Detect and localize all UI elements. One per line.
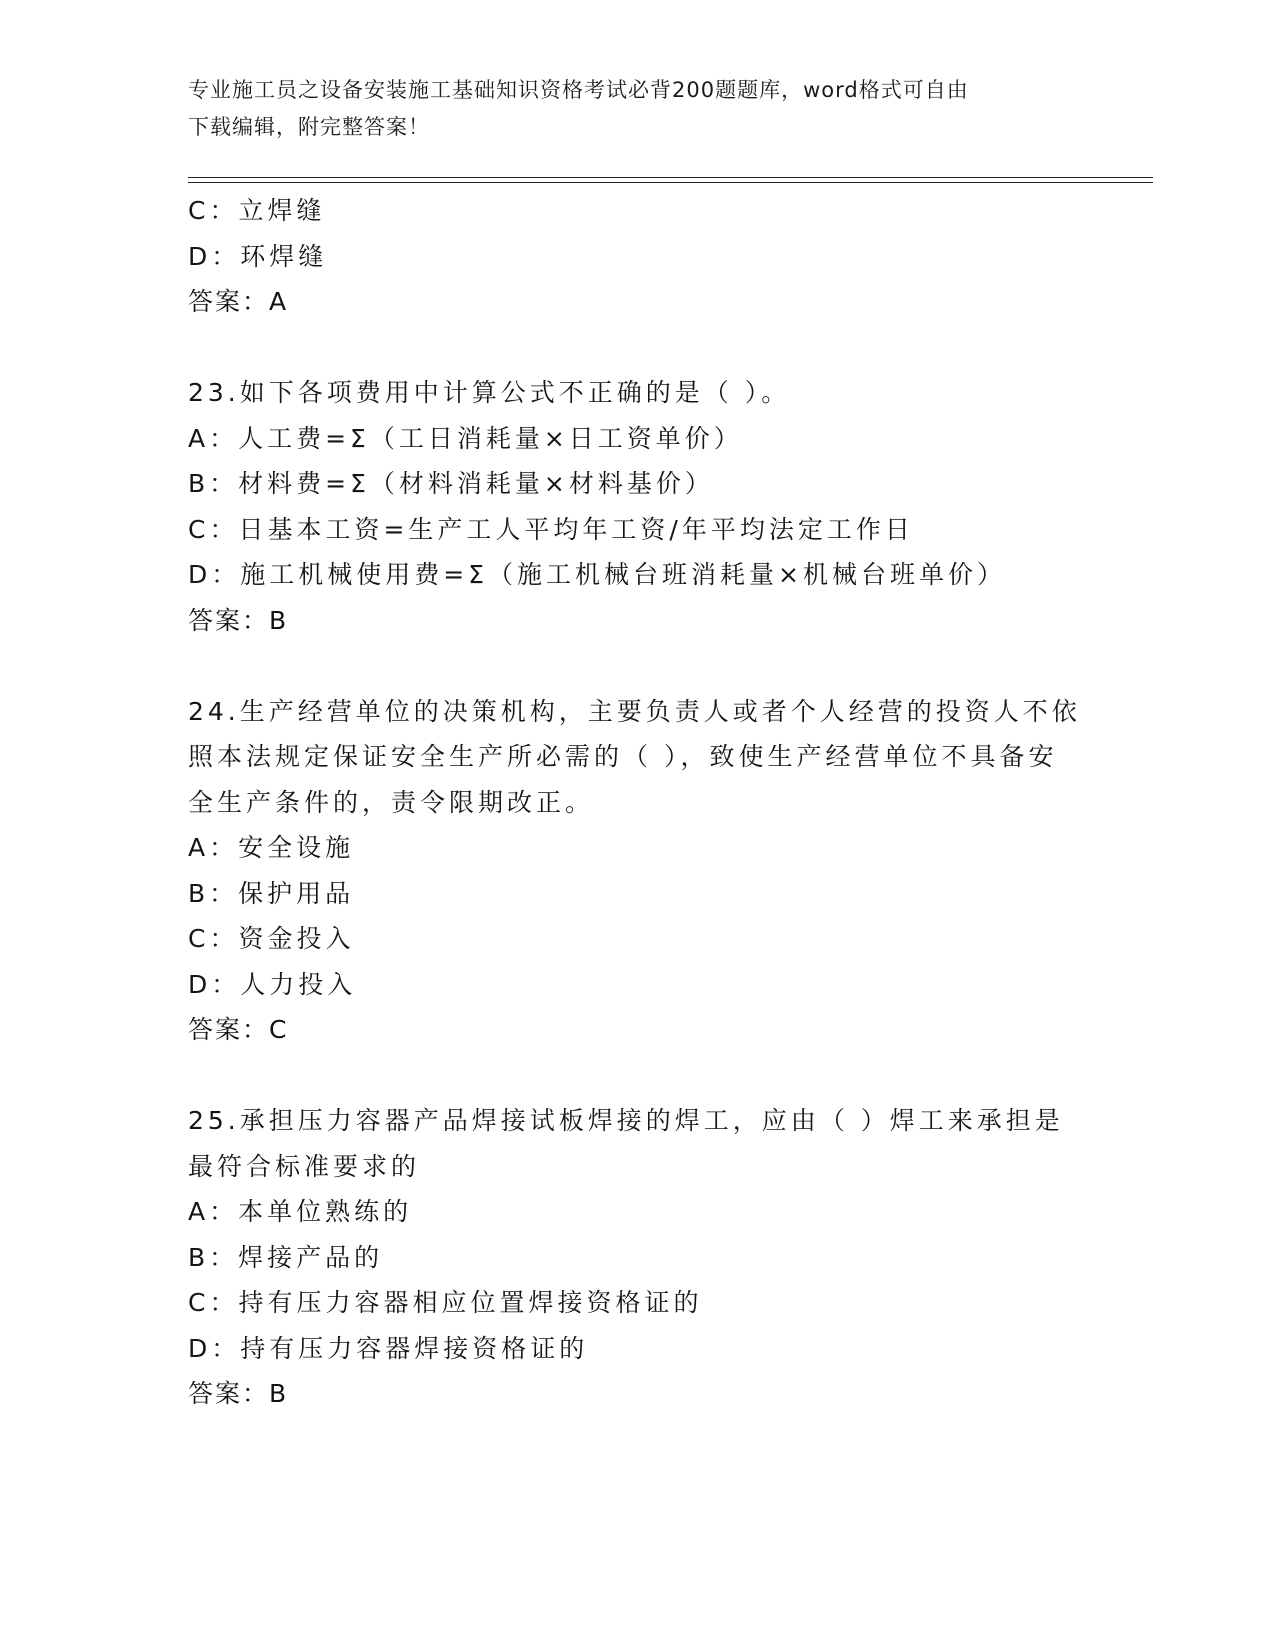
question-text: 全生产条件的，责令限期改正。	[188, 787, 595, 817]
header-line-2: 下载编辑，附完整答案！	[188, 115, 430, 139]
question-list	[188, 188, 1088, 1417]
question-24	[188, 689, 1088, 1053]
option-a: A：本单位熟练的	[188, 1197, 413, 1226]
document-header	[188, 72, 1068, 146]
header-divider-bottom	[188, 182, 1153, 183]
question-text: 23.如下各项费用中计算公式不正确的是（ ）。	[188, 378, 791, 407]
question-22-partial	[188, 188, 1088, 325]
option-c: C：日基本工资=生产工人平均年工资/年平均法定工作日	[188, 514, 914, 544]
option-a: A：安全设施	[188, 833, 355, 862]
question-text: 最符合标准要求的	[188, 1151, 421, 1181]
option-d: D：施工机械使用费=Σ（施工机械台班消耗量×机械台班单价）	[188, 560, 1006, 589]
option-a: A：人工费=Σ（工日消耗量×日工资单价）	[188, 423, 743, 453]
answer: 答案：A	[188, 287, 289, 316]
option-d: D：持有压力容器焊接资格证的	[188, 1333, 589, 1363]
answer: 答案：B	[188, 1379, 289, 1408]
header-divider-top	[188, 177, 1153, 178]
option-c: C：资金投入	[188, 924, 355, 953]
option-c: C：持有压力容器相应位置焊接资格证的	[188, 1288, 703, 1317]
answer: 答案：C	[188, 1015, 289, 1044]
option-b: B：保护用品	[188, 878, 355, 908]
option-d: D：人力投入	[188, 969, 357, 999]
option-b: B：焊接产品的	[188, 1242, 384, 1272]
answer: 答案：B	[188, 605, 289, 635]
header-line-1: 专业施工员之设备安装施工基础知识资格考试必背200题题库，word格式可自由	[188, 78, 969, 102]
question-23	[188, 370, 1088, 643]
option-b: B：材料费=Σ（材料消耗量×材料基价）	[188, 469, 714, 498]
question-text: 24.生产经营单位的决策机构，主要负责人或者个人经营的投资人不依	[188, 696, 1081, 726]
option-d: D：环焊缝	[188, 241, 328, 271]
question-text: 照本法规定保证安全生产所必需的（ ），致使生产经营单位不具备安	[188, 742, 1058, 771]
question-text: 25.承担压力容器产品焊接试板焊接的焊工，应由（ ）焊工来承担是	[188, 1106, 1064, 1135]
question-25	[188, 1098, 1088, 1417]
option-c: C：立焊缝	[188, 196, 326, 225]
